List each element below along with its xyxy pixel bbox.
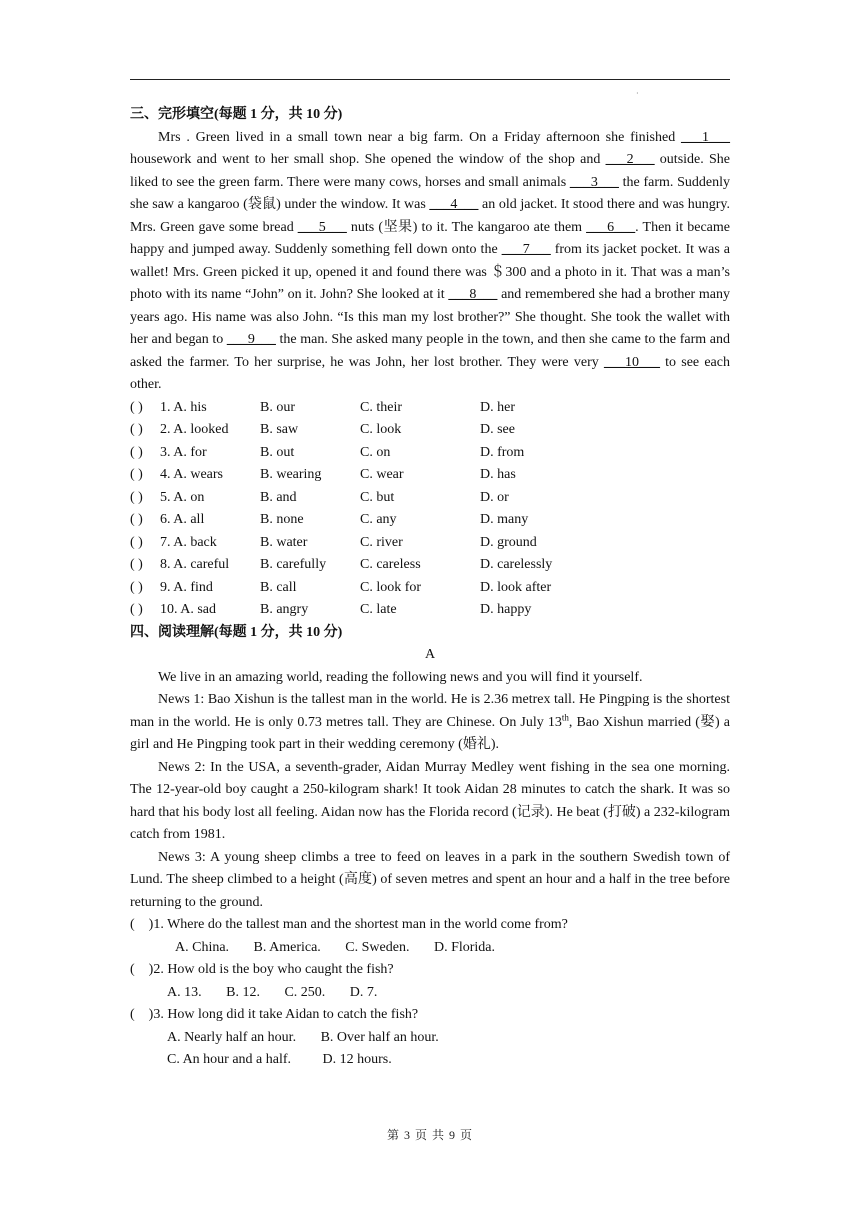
option-paren: ( ) xyxy=(130,512,143,527)
news-2: News 2: In the USA, a seventh-grader, Aidan Murray Medley went fishing in the sea one morning. The 12-year-old boy caught a 250-kilogram shark! It took Aidan 28 minutes to catch the shark. It was so hard that his body lost all feeling. Aidan now has the Florida record (记录). He beat (打破) a 232-kilogram catch from 1981. xyxy=(130,759,730,842)
question-3-options-b: C. An hour and a half. D. 12 hours. xyxy=(167,1052,392,1067)
cloze-option-row xyxy=(130,397,730,420)
news-3: News 3: A young sheep climbs a tree to feed on leaves in a park in the southern Swedish town of Lund. The sheep climbed to a height (高度) of seven metres and spent an hour and a half in the tree before returning to the ground. xyxy=(130,849,730,910)
cloze-option-row xyxy=(130,599,730,622)
option-paren: ( ) xyxy=(130,579,143,595)
question-1: ( )1. Where do the tallest man and the shortest man in the world come from? xyxy=(130,917,568,932)
question-2: ( )2. How old is the boy who caught the fish? xyxy=(130,962,394,977)
cloze-option-row xyxy=(130,532,730,555)
option-c: C. look for xyxy=(360,579,422,595)
option-a: 7. A. back xyxy=(160,534,217,550)
option-paren: ( ) xyxy=(130,534,143,550)
option-a: 5. A. on xyxy=(160,489,205,505)
option-paren: ( ) xyxy=(130,489,143,505)
option-c: C. wear xyxy=(360,467,404,482)
section4-heading: 四、阅读理解(每题 1 分，共 10 分) xyxy=(130,624,343,640)
question-3-options-a: A. Nearly half an hour. B. Over half an hour. xyxy=(167,1029,439,1045)
option-c: C. look xyxy=(360,422,402,437)
blank-4: ___4___ xyxy=(429,197,479,212)
option-a: 9. A. find xyxy=(160,579,213,595)
question-3: ( )3. How long did it take Aidan to catch the fish? xyxy=(130,1007,419,1022)
stray-dot: · xyxy=(636,89,639,98)
passage-label: A xyxy=(424,647,436,662)
page-content xyxy=(130,104,730,1072)
option-paren: ( ) xyxy=(130,602,143,617)
option-paren: ( ) xyxy=(130,399,143,415)
cloze-option-row xyxy=(130,554,730,577)
option-a: 3. A. for xyxy=(160,444,207,460)
option-c: C. on xyxy=(360,444,391,460)
option-d: D. has xyxy=(480,467,516,482)
cloze-option-row xyxy=(130,464,730,487)
blank-5: ___5___ xyxy=(297,219,347,235)
option-b: B. our xyxy=(260,399,295,415)
option-d: D. many xyxy=(480,512,529,527)
blank-7: ___7___ xyxy=(501,242,551,257)
option-b: B. out xyxy=(260,444,295,460)
option-b: B. and xyxy=(260,489,297,505)
blank-10: ___10___ xyxy=(603,354,660,370)
question-1-options: A. China. B. America. C. Sweden. D. Florida. xyxy=(175,939,496,955)
option-a: 2. A. looked xyxy=(160,422,229,437)
blank-8: ___8___ xyxy=(448,287,498,302)
blank-6: ___6___ xyxy=(586,219,636,235)
header-rule xyxy=(130,79,730,80)
option-c: C. but xyxy=(360,489,395,505)
option-a: 4. A. wears xyxy=(160,467,223,482)
option-d: D. see xyxy=(480,422,515,437)
cloze-passage: Mrs . Green lived in a small town near a big farm. On a Friday afternoon she finished ___1___ housework and went to her small shop. She opened the window of the shop and ___2___ outside. She liked to see the green farm. There were many cows, horses and small animals ___3___ the farm. Suddenly she saw a kangaroo (袋鼠) under the window. It was ___4___ an old jacket. It stood there and was hungry. Mrs. Green gave some bread ___5___ nuts (坚果) to it. The kangaroo ate them ___6___. Then it became happy and jumped away. Suddenly something fell down onto the ___7___ from its jacket pocket. It was a wallet! Mrs. Green picked it up, opened it and found there was ＄300 and a photo in it. That was a man’s photo with its name “John” on it. John? She looked at it ___8___ and remembered she had a brother many years ago. His name was also John. “Is this man my lost brother?” She thought. She took the wallet with her and began to ___9___ the man. She asked many people in the town, and then she came to the farm and asked the farmer. To her surprise, he was John, her lost brother. They were very ___10___ to see each other. xyxy=(130,129,731,392)
news-1: News 1: Bao Xishun is the tallest man in the world. He is 2.36 metrex tall. He Pingping is the shortest man in the world. He is only 0.73 metres tall. They are Chinese. On July 13th, Bao Xishun married (娶) a girl and He Pingping took part in their wedding ceremony (婚礼). xyxy=(130,692,730,752)
option-d: D. carelessly xyxy=(480,557,553,572)
option-a: 10. A. sad xyxy=(160,602,216,617)
reading-intro: We live in an amazing world, reading the following news and you will find it yourself. xyxy=(158,669,643,685)
option-a: 1. A. his xyxy=(160,399,207,415)
option-d: D. or xyxy=(480,489,509,505)
cloze-options xyxy=(130,397,730,622)
blank-1: ___1___ xyxy=(681,129,730,145)
option-d: D. ground xyxy=(480,534,537,550)
option-paren: ( ) xyxy=(130,467,143,482)
cloze-option-row xyxy=(130,509,730,532)
blank-2: ___2___ xyxy=(605,152,655,167)
cloze-option-row xyxy=(130,487,730,510)
option-d: D. look after xyxy=(480,579,552,595)
option-a: 8. A. careful xyxy=(160,557,230,572)
option-b: B. none xyxy=(260,512,304,527)
option-b: B. water xyxy=(260,534,308,550)
section3-heading: 三、完形填空(每题 1 分，共 10 分) xyxy=(130,107,343,122)
page-footer: 第 3 页 共 9 页 xyxy=(386,1128,473,1142)
option-c: C. late xyxy=(360,602,397,617)
option-b: B. call xyxy=(260,579,297,595)
option-d: D. her xyxy=(480,399,515,415)
option-c: C. any xyxy=(360,512,397,527)
option-c: C. careless xyxy=(360,557,421,572)
cloze-option-row xyxy=(130,577,730,600)
option-b: B. saw xyxy=(260,422,299,437)
option-b: B. carefully xyxy=(260,557,327,572)
option-paren: ( ) xyxy=(130,422,143,437)
blank-9: ___9___ xyxy=(226,332,276,347)
blank-3: ___3___ xyxy=(569,174,619,190)
option-d: D. happy xyxy=(480,602,532,617)
option-b: B. wearing xyxy=(260,467,322,482)
option-paren: ( ) xyxy=(130,444,143,460)
cloze-option-row xyxy=(130,419,730,442)
option-c: C. their xyxy=(360,399,402,415)
question-2-options: A. 13. B. 12. C. 250. D. 7. xyxy=(167,984,378,1000)
cloze-option-row xyxy=(130,442,730,465)
option-c: C. river xyxy=(360,534,403,550)
option-b: B. angry xyxy=(260,602,309,617)
option-paren: ( ) xyxy=(130,557,143,572)
option-d: D. from xyxy=(480,444,525,460)
option-a: 6. A. all xyxy=(160,512,205,527)
